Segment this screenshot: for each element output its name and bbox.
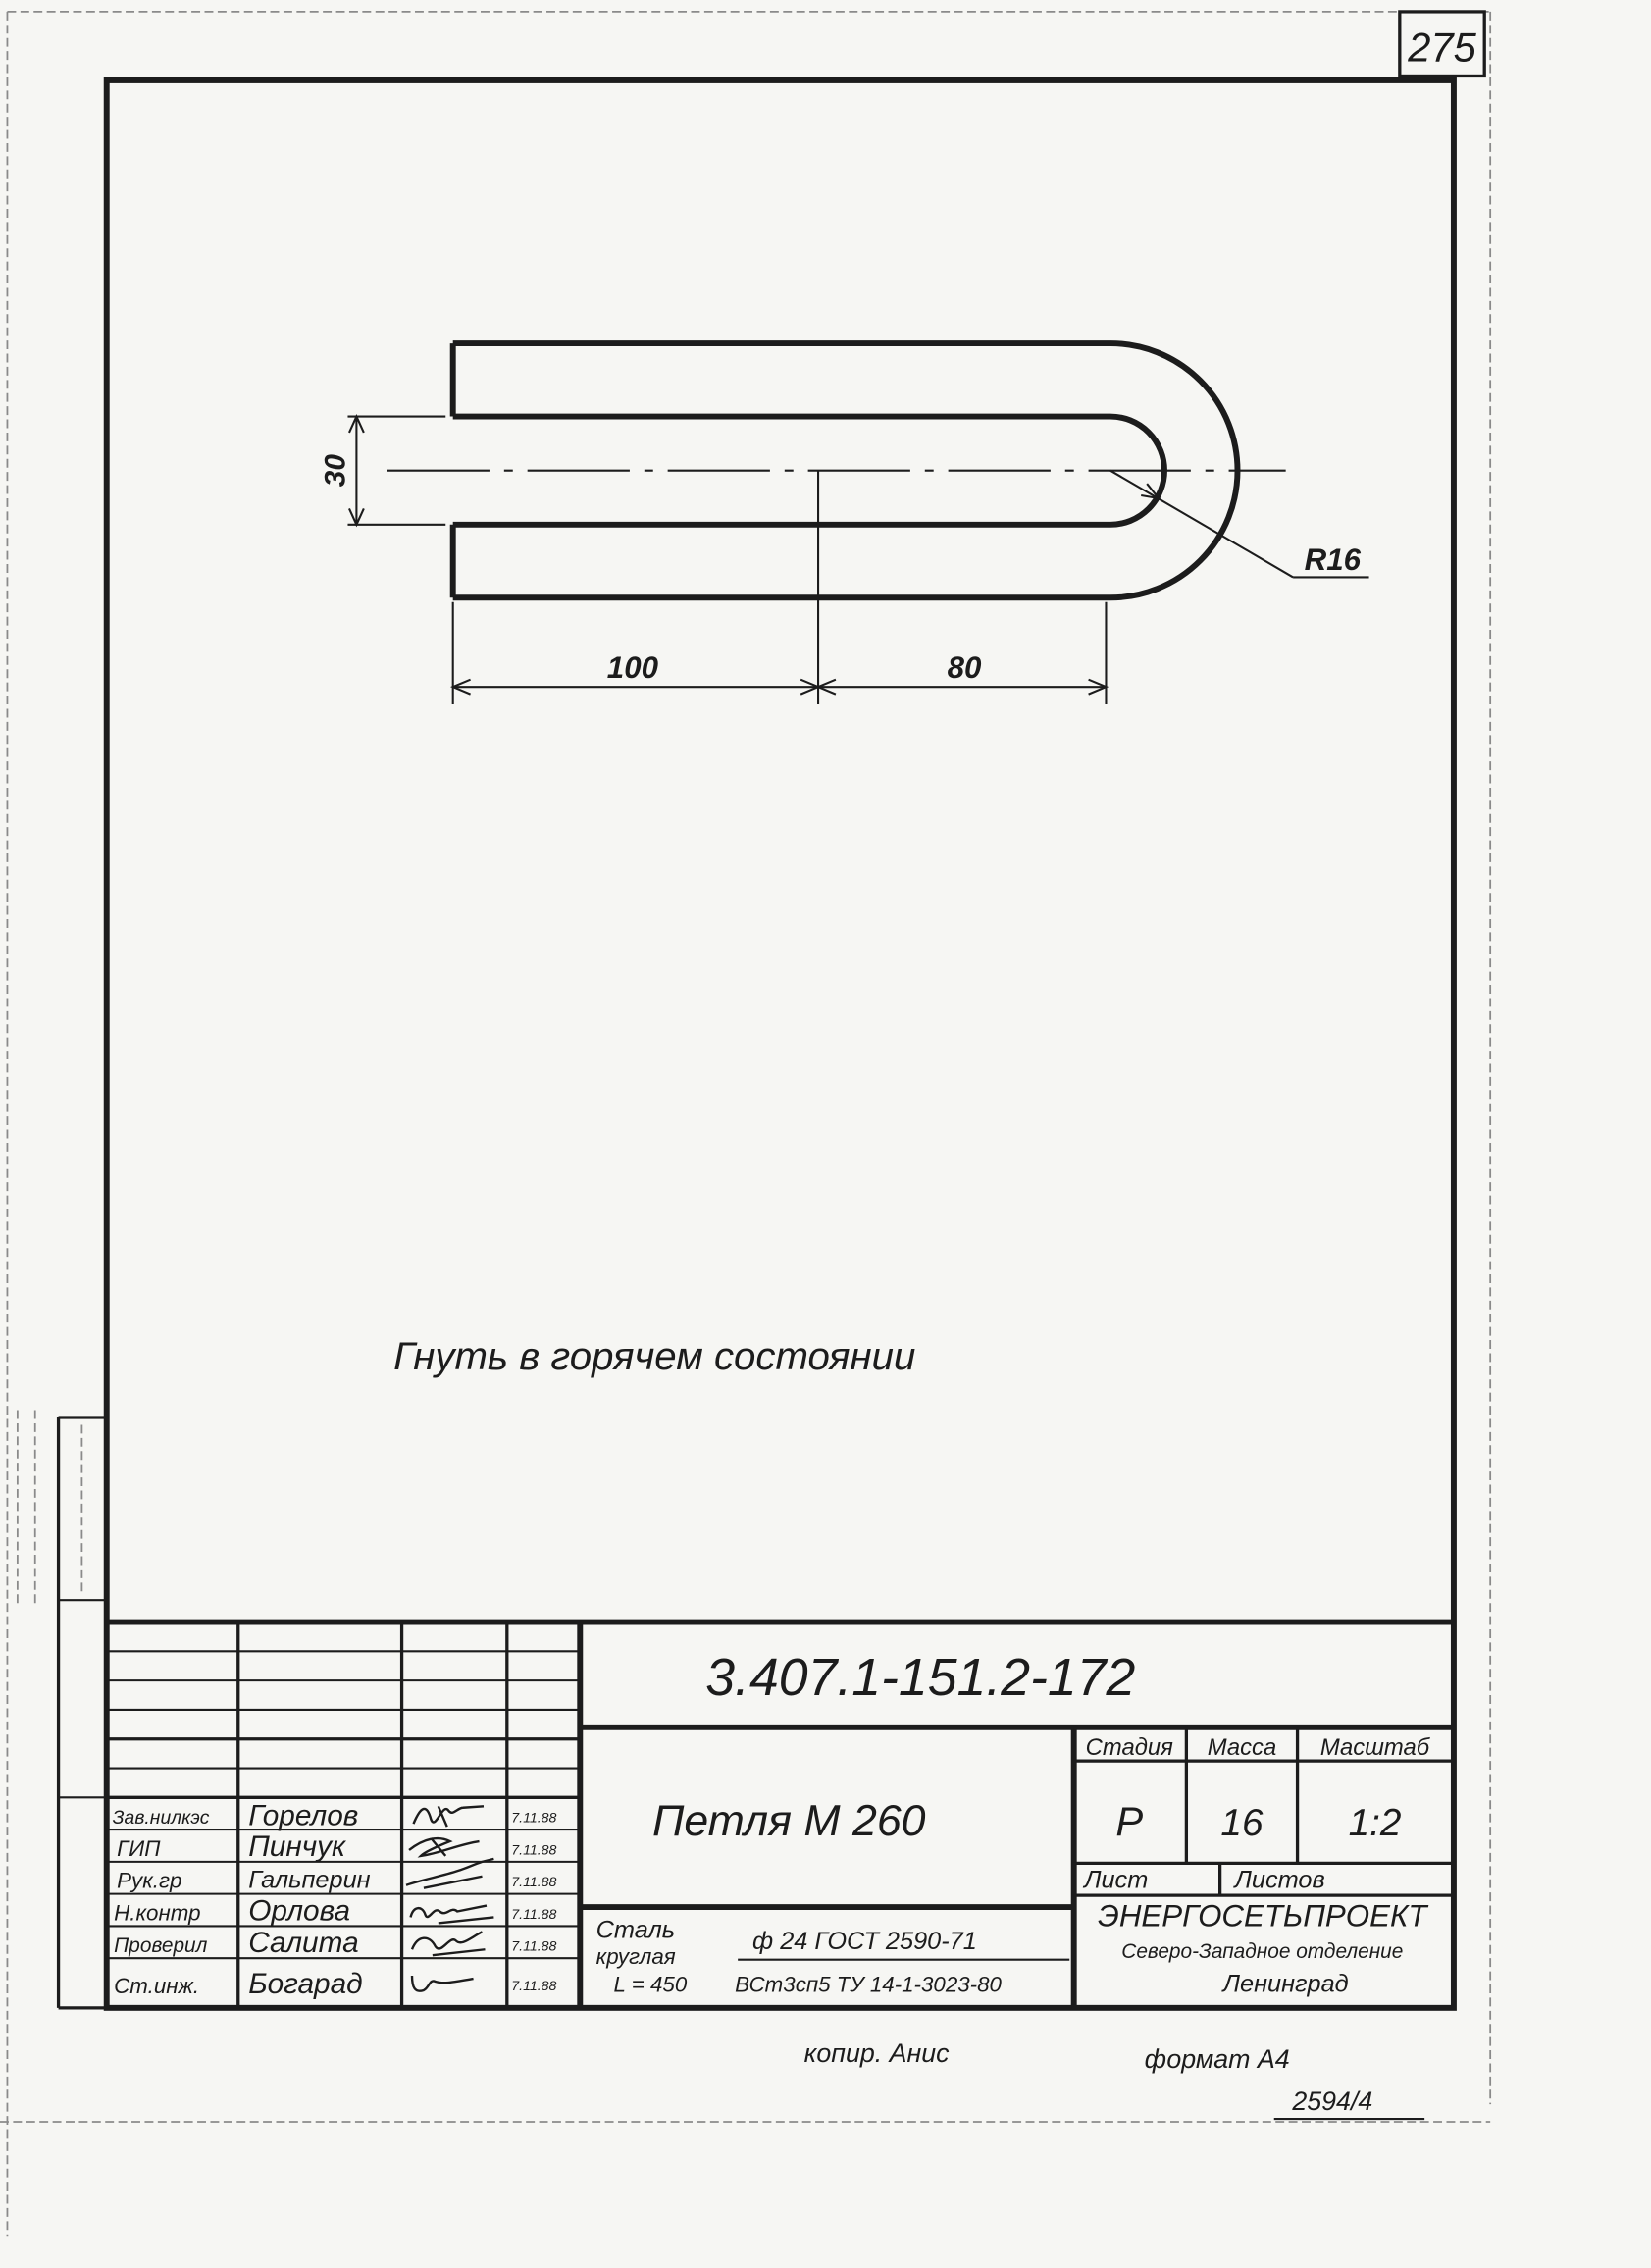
signature-row	[114, 1927, 556, 1959]
sheet-format: формат А4	[1144, 2043, 1290, 2074]
signature-date: 7.11.88	[511, 1977, 557, 1993]
signature-date: 7.11.88	[511, 1874, 557, 1890]
drawing-frame	[107, 80, 1454, 2008]
signature-date: 7.11.88	[511, 1905, 557, 1922]
signature-name: Пинчук	[248, 1830, 346, 1863]
signature-role: Ст.инж.	[114, 1973, 200, 1998]
material-word2: круглая	[595, 1944, 676, 1970]
sheet-number-box	[1400, 12, 1484, 77]
material-profile: ф 24 ГОСТ 2590-71	[752, 1928, 977, 1956]
sheet-number: 275	[1408, 24, 1476, 71]
mass-header: Масса	[1207, 1734, 1277, 1762]
scale-header: Масштаб	[1319, 1734, 1430, 1762]
dimension-lengths	[453, 471, 1107, 704]
scale-value: 1:2	[1348, 1802, 1402, 1845]
signature-name: Богарад	[248, 1967, 363, 2000]
signature-role: Проверил	[114, 1934, 208, 1958]
handwritten-signatures	[406, 1806, 493, 1990]
signature-row	[113, 1800, 557, 1832]
dimension-bend-value: 80	[947, 650, 982, 686]
signature-mark	[411, 1906, 494, 1924]
signature-name: Орлова	[248, 1894, 351, 1928]
copied-by: копир. Анис	[803, 2037, 950, 2068]
signature-mark	[406, 1859, 493, 1888]
signature-mark	[413, 1806, 483, 1827]
signature-name: Салита	[248, 1927, 359, 1960]
signature-mark	[412, 1976, 474, 1991]
signature-date: 7.11.88	[511, 1937, 557, 1954]
dimension-radius	[1110, 471, 1369, 578]
stage-header: Стадия	[1085, 1734, 1173, 1762]
material-spec	[596, 1916, 1070, 1996]
signature-role: Рук.гр	[117, 1868, 182, 1893]
signature-row	[117, 1867, 556, 1894]
mass-value: 16	[1220, 1802, 1264, 1845]
signature-row	[114, 1968, 556, 2000]
dimension-straight-value: 100	[606, 650, 658, 686]
material-word1: Сталь	[595, 1916, 676, 1944]
signature-mark	[412, 1932, 485, 1955]
organization-branch: Северо-Западное отделение	[1121, 1940, 1404, 1964]
signature-role: Н.контр	[114, 1900, 201, 1926]
archive-number: 2594/4	[1292, 2087, 1373, 2117]
signature-name: Гальперин	[248, 1866, 371, 1894]
material-grade: ВСт3сп5 ТУ 14-1-3023-80	[735, 1972, 1002, 1997]
material-length: L = 450	[613, 1972, 688, 1997]
signature-date: 7.11.88	[511, 1841, 557, 1858]
sheet-label: Лист	[1084, 1866, 1149, 1894]
sheets-label: Листов	[1234, 1866, 1325, 1894]
stage-value: Р	[1115, 1798, 1144, 1845]
dimension-gap-value: 30	[319, 454, 352, 488]
signature-row	[117, 1830, 556, 1863]
dimension-radius-value: R16	[1304, 541, 1361, 577]
signature-role: Зав.нилкэс	[112, 1807, 210, 1830]
signature-name: Горелов	[248, 1799, 359, 1832]
signature-date: 7.11.88	[511, 1809, 557, 1826]
part-name: Петля М 260	[651, 1797, 926, 1846]
signature-mark	[409, 1838, 479, 1856]
organization-city: Ленинград	[1222, 1970, 1349, 1998]
document-designation: 3.407.1-151.2-172	[705, 1648, 1136, 1708]
left-stamp-strip	[18, 1411, 107, 2008]
drawing-note: Гнуть в горячем состоянии	[393, 1333, 916, 1378]
signature-role: ГИП	[117, 1835, 161, 1861]
signature-row	[114, 1894, 556, 1927]
organization-name: ЭНЕРГОСЕТЬПРОЕКТ	[1098, 1898, 1427, 1933]
